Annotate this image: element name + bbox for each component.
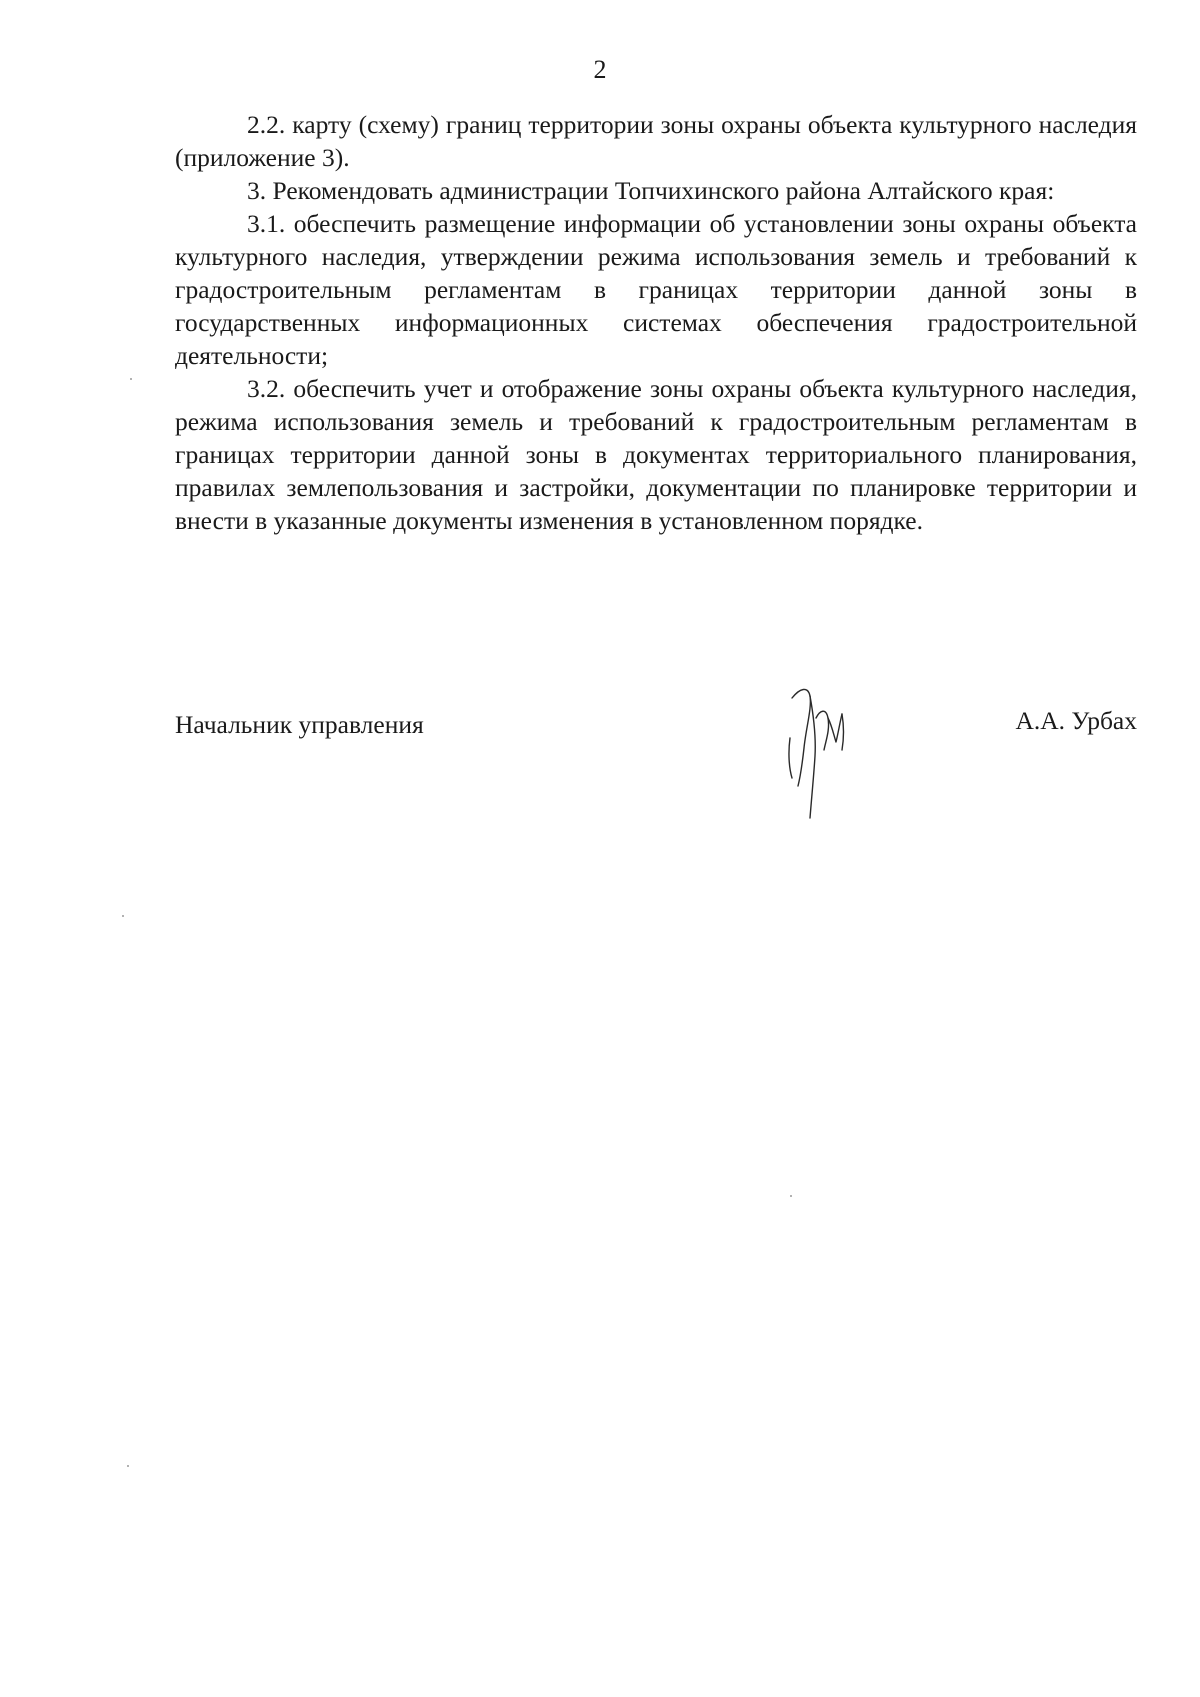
scan-speck	[127, 1465, 129, 1467]
scan-speck	[122, 915, 124, 917]
paragraph-2-2: 2.2. карту (схему) границ территории зоны охраны объекта культурного наследия (приложение 3).	[175, 110, 1137, 172]
handwritten-signature	[770, 678, 870, 838]
document-body	[175, 108, 1137, 537]
scan-speck	[130, 378, 132, 380]
paragraph-3: 3. Рекомендовать администрации Топчихинского района Алтайского края:	[247, 176, 1055, 205]
signature-block	[175, 700, 1137, 840]
signatory-name: А.А. Урбах	[1015, 706, 1137, 735]
scan-speck	[790, 1195, 792, 1197]
signatory-position: Начальник управления	[175, 710, 424, 739]
paragraph-3-1: 3.1. обеспечить размещение информации об установлении зоны охраны объекта культурного наследия, утверждении режима использования земель и требований к градостроительным регламентам в границах территории данной зоны в государственных информационных системах обеспечения градостроительной деятельности;	[175, 209, 1137, 370]
page-number: 2	[593, 55, 607, 84]
paragraph-3-2: 3.2. обеспечить учет и отображение зоны охраны объекта культурного наследия, режима использования земель и требований к градостроительным регламентам в границах территории данной зоны в документах территориального планирования, правилах землепользования и застройки, документации по планировке территории и внести в указанные документы изменения в установленном порядке.	[175, 374, 1137, 535]
